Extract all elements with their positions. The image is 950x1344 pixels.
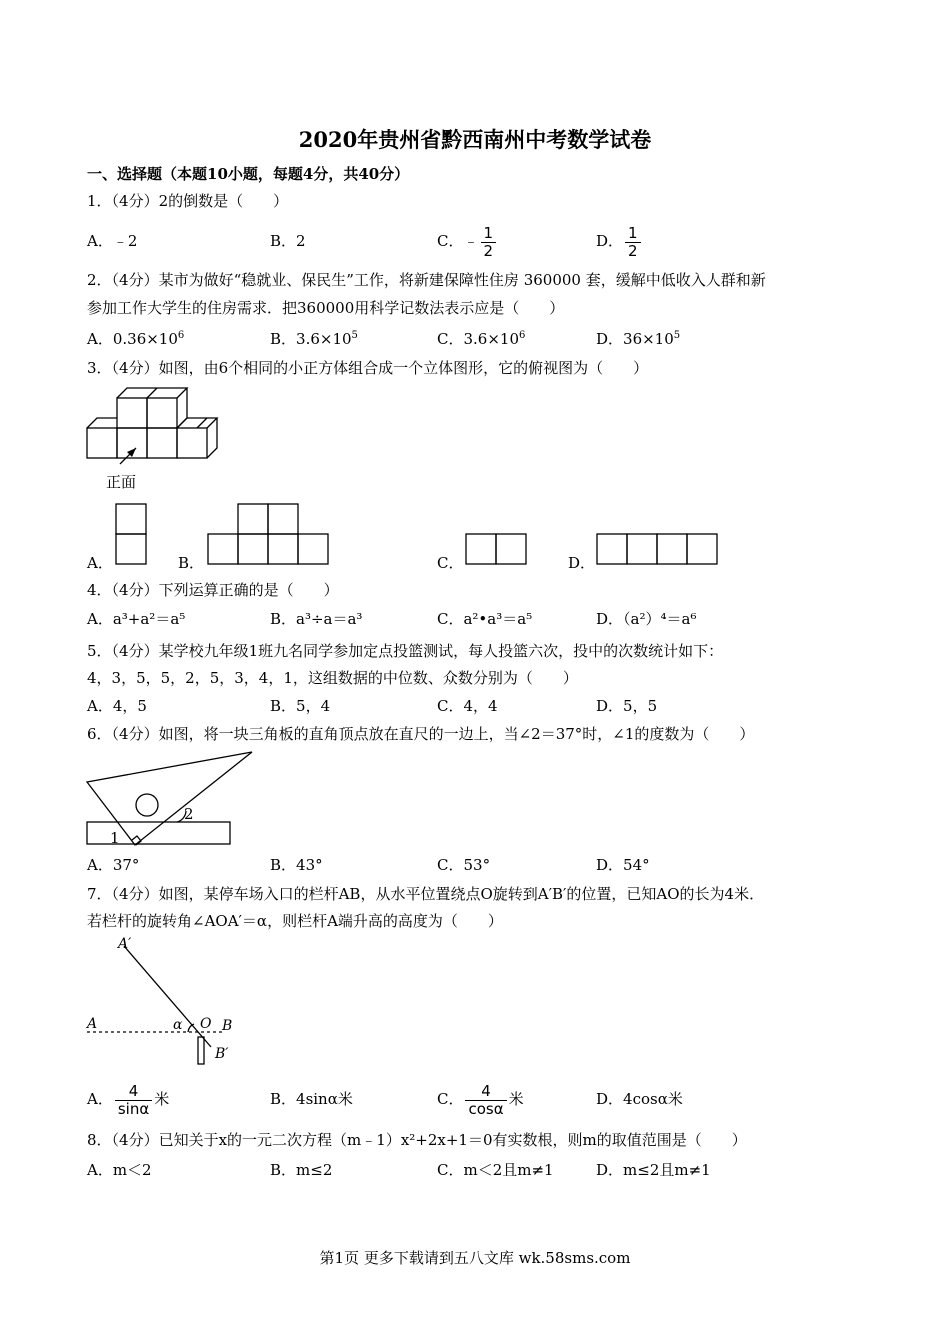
q1-option-c-sign: ﹣: [463, 232, 479, 250]
q7-option-b: B．4sinα米: [270, 1090, 353, 1108]
q8-option-a: A．m＜2: [87, 1161, 152, 1179]
q1-option-c-label: C．: [437, 232, 464, 250]
q7-option-c-label: C．: [437, 1090, 464, 1108]
q2-b-exponent: 5: [351, 330, 358, 341]
q5-stem-line2: 4，3，5，5，2，5，3，4，1，这组数据的中位数、众数分别为（ ）: [87, 669, 578, 687]
q7-c-numerator: 4: [481, 1081, 491, 1100]
q2-d-exponent: 5: [673, 330, 681, 341]
q2-c-text: C．3.6×10: [437, 330, 519, 348]
q2-a-text: A．0.36×10: [87, 330, 178, 348]
q1-option-d-label: D．: [596, 232, 624, 250]
angle-1-label: 1: [110, 829, 120, 847]
q1-option-b: B．2: [270, 232, 306, 250]
q2-a-exponent: 6: [177, 330, 185, 341]
q5-option-c: C．4，4: [437, 697, 498, 715]
q3-option-d: D．: [568, 554, 596, 572]
q2-d-text: D．36×10: [596, 330, 674, 348]
q7-option-a-label: A．: [87, 1090, 113, 1108]
q7-option-c-fraction: [465, 1083, 506, 1118]
q3-stem: 3．（4分）如图，由6个相同的小正方体组合成一个立体图形，它的俯视图为（ ）: [87, 359, 649, 377]
q7-option-c-unit: 米: [508, 1090, 524, 1108]
q1-d-numerator: 1: [628, 223, 638, 242]
q3-option-b: B．: [178, 554, 205, 572]
q1-option-c: [437, 222, 498, 260]
label-o: O: [200, 1016, 212, 1032]
q7-option-a-fraction: [115, 1083, 152, 1118]
q2-option-c: [437, 329, 525, 349]
q1-d-denominator: 2: [625, 242, 641, 260]
q1-c-denominator: 2: [481, 242, 497, 260]
q4-option-a: A．a³+a²＝a⁵: [87, 610, 186, 628]
q3-option-a: A．: [87, 554, 113, 572]
q8-option-b: B．m≤2: [270, 1161, 333, 1179]
q6-option-b: B．43°: [270, 856, 323, 874]
q2-option-a: [87, 329, 184, 349]
q8-option-d: D．m≤2且m≠1: [596, 1161, 711, 1179]
q3-option-b-figure: [206, 503, 330, 565]
q5-stem-line1: 5．（4分）某学校九年级1班九名同学参加定点投篮测试，每人投篮六次，投中的次数统计如下：: [87, 642, 724, 660]
q5-option-d: D．5，5: [596, 697, 658, 715]
page-footer: 第1页 更多下载请到五八文库 wk.58sms.com: [319, 1249, 631, 1267]
q1-option-d-fraction: [625, 225, 641, 260]
q3-cube-figure: [84, 384, 224, 496]
label-alpha: α: [173, 1017, 183, 1033]
label-a-prime: A′: [118, 936, 132, 952]
q6-stem: 6．（4分）如图，将一块三角板的直角顶点放在直尺的一边上，当∠2＝37°时，∠1的度数为（ ）: [87, 725, 755, 743]
q5-option-a: A．4，5: [87, 697, 147, 715]
q7-stem-line2: 若栏杆的旋转角∠AOA′＝α，则栏杆A端升高的高度为（ ）: [87, 912, 503, 930]
q3-option-a-figure: [115, 503, 147, 565]
q8-stem: 8．（4分）已知关于x的一元二次方程（m﹣1）x²+2x+1＝0有实数根，则m的取值范围是（ ）: [87, 1131, 747, 1149]
angle-2-label: 2: [184, 805, 194, 823]
q2-option-b: [270, 329, 358, 349]
q7-option-a: [87, 1080, 169, 1118]
section-heading: 一、选择题（本题10小题，每题4分，共40分）: [87, 165, 410, 183]
q1-option-c-fraction: [481, 225, 497, 260]
q1-stem: 1．（4分）2的倒数是（ ）: [87, 192, 289, 210]
q7-c-denominator: cosα: [465, 1100, 506, 1118]
q4-stem: 4．（4分）下列运算正确的是（ ）: [87, 581, 339, 599]
q6-triangle-ruler-figure: [84, 748, 259, 850]
q4-option-b: B．a³÷a＝a³: [270, 610, 363, 628]
q2-c-exponent: 6: [519, 330, 526, 341]
front-label: 正面: [106, 473, 137, 491]
q8-option-c: C．m＜2且m≠1: [437, 1161, 554, 1179]
q7-option-a-unit: 米: [154, 1090, 170, 1108]
label-a: A: [87, 1016, 98, 1032]
q6-option-d: D．54°: [596, 856, 650, 874]
q6-option-a: A．37°: [87, 856, 140, 874]
q7-a-denominator: sinα: [115, 1100, 152, 1118]
q1-option-a: A．﹣2: [87, 232, 138, 250]
q3-option-d-figure: [595, 533, 720, 565]
label-b-prime: B′: [215, 1046, 229, 1062]
q1-c-numerator: 1: [483, 223, 494, 242]
q4-option-d: D．（a²）⁴＝a⁶: [596, 610, 697, 628]
q7-a-numerator: 4: [128, 1081, 139, 1100]
q3-option-c-figure: [464, 533, 528, 565]
q7-stem-line1: 7．（4分）如图，某停车场入口的栏杆AB，从水平位置绕点O旋转到A′B′的位置，已知AO的长为4米．: [87, 885, 765, 903]
q7-option-c: [437, 1080, 524, 1118]
q7-barrier-figure: [84, 934, 244, 1066]
q1-option-d: [596, 222, 643, 260]
q4-option-c: C．a²•a³＝a⁵: [437, 610, 533, 628]
q2-stem-line1: 2．（4分）某市为做好“稳就业、保民生”工作，将新建保障性住房 360000 套，缓解中低收入人群和新: [87, 271, 766, 289]
q5-option-b: B．5，4: [270, 697, 331, 715]
q2-stem-line2: 参加工作大学生的住房需求．把360000用科学记数法表示应是（ ）: [87, 299, 565, 317]
q3-option-c: C．: [437, 554, 464, 572]
q7-option-d: D．4cosα米: [596, 1090, 683, 1108]
q6-option-c: C．53°: [437, 856, 491, 874]
page-title: 2020年贵州省黔西南州中考数学试卷: [298, 127, 652, 152]
label-b: B: [222, 1018, 233, 1034]
q2-b-text: B．3.6×10: [270, 330, 352, 348]
q2-option-d: [596, 329, 680, 349]
